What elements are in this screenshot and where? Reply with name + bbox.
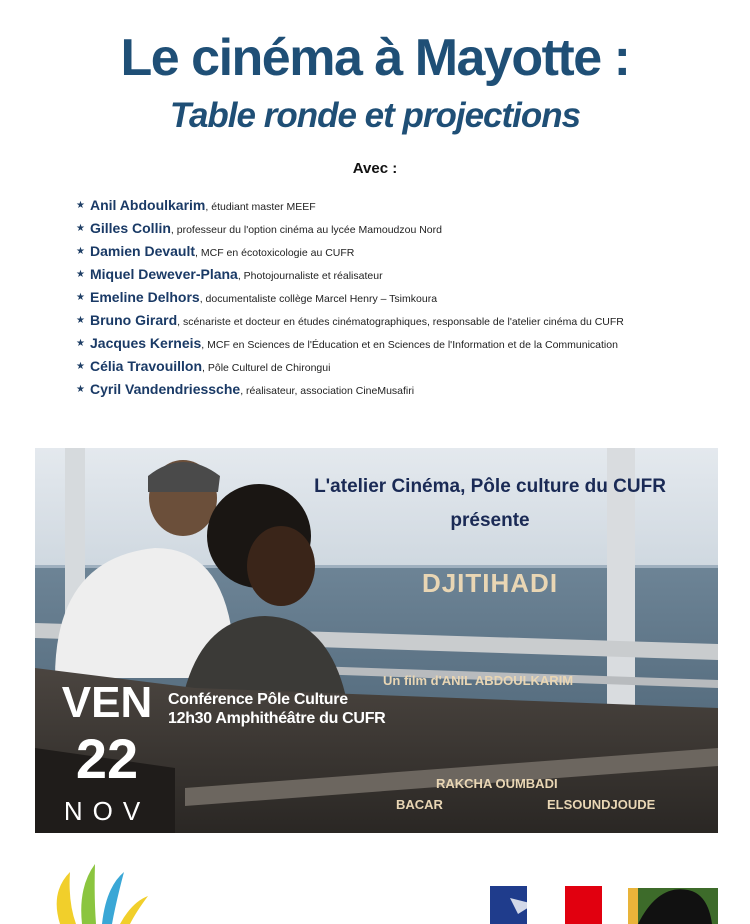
presente-line: présente <box>450 510 530 531</box>
conference-label: Conférence Pôle Culture <box>168 691 348 708</box>
participant-role: , documentaliste collège Marcel Henry – Tsimkoura <box>199 293 438 305</box>
participant-role: , Photojournaliste et réalisateur <box>237 270 383 282</box>
participant-name: Célia Travouillon <box>90 358 203 374</box>
participant-role: , scénariste et docteur en études cinématographiques, responsable de l'atelier cinéma du CUFR <box>177 316 624 328</box>
star-icon: ★ <box>76 223 85 234</box>
participant-role: , MCF en Sciences de l'Éducation et en Sciences de l'Information et de la Communication <box>201 339 618 351</box>
film-title: DJITIHADI <box>421 568 559 598</box>
organizer-text <box>270 470 710 538</box>
star-icon: ★ <box>76 361 85 372</box>
participant-name: Gilles Collin <box>90 220 171 236</box>
conference-info <box>168 690 385 728</box>
film-director: Un film d'ANIL ABDOULKARIM <box>383 673 574 688</box>
participant-name: Cyril Vandendriessche <box>90 381 241 397</box>
participant-role: , étudiant master MEEF <box>205 201 316 213</box>
star-icon: ★ <box>76 292 85 303</box>
partner-logo-left <box>40 862 150 924</box>
participant-name: Damien Devault <box>90 243 196 259</box>
star-icon: ★ <box>76 384 85 395</box>
star-icon: ★ <box>76 269 85 280</box>
participants-list <box>76 198 686 405</box>
participant-name: Jacques Kerneis <box>90 335 202 351</box>
event-date: 22 <box>75 727 139 790</box>
participant-name: Emeline Delhors <box>90 289 200 305</box>
event-month: NOV <box>63 796 151 826</box>
participant-item <box>76 313 686 329</box>
organizer-line: L'atelier Cinéma, Pôle culture du CUFR <box>314 476 666 497</box>
participant-name: Miquel Dewever-Plana <box>90 266 238 282</box>
participant-item <box>76 198 686 214</box>
event-day: VEN <box>61 678 153 727</box>
credit-name: ELSOUNDJOUDE <box>547 797 656 812</box>
star-icon: ★ <box>76 315 85 326</box>
conference-time-place: 12h30 Amphithéâtre du CUFR <box>168 710 386 727</box>
participant-item <box>76 221 686 237</box>
participant-role: , réalisateur, association CineMusafiri <box>240 385 415 397</box>
participant-role: , MCF en écotoxicologie au CUFR <box>195 247 355 259</box>
republique-francaise-logo <box>490 886 602 924</box>
participant-role: , professeur du l'option cinéma au lycée Mamoudzou Nord <box>170 224 442 236</box>
poster-title: Le cinéma à Mayotte : <box>120 29 630 87</box>
participant-name: Bruno Girard <box>90 312 178 328</box>
star-icon: ★ <box>76 200 85 211</box>
star-icon: ★ <box>76 338 85 349</box>
participant-name: Anil Abdoulkarim <box>90 197 206 213</box>
credit-name: RAKCHA OUMBADI <box>436 776 558 791</box>
poster-subtitle: Table ronde et projections <box>169 96 581 135</box>
participant-item <box>76 359 686 375</box>
avec-label: Avec : <box>352 160 398 177</box>
participant-item <box>76 267 686 283</box>
credit-name: BACAR <box>396 797 443 812</box>
participant-item <box>76 290 686 306</box>
participant-item <box>76 336 686 352</box>
partner-logo-right <box>628 880 718 924</box>
participant-role: , Pôle Culturel de Chirongui <box>202 362 331 374</box>
participant-item <box>76 382 686 398</box>
star-icon: ★ <box>76 246 85 257</box>
participant-item <box>76 244 686 260</box>
